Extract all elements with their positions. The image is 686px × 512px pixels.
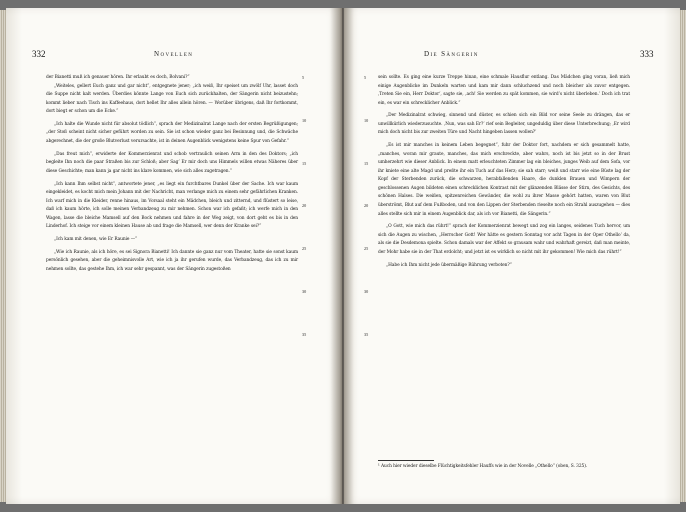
paragraph: sein sollte. Es ging eine kurze Treppe hinan, eine schmale Hausflur entlang. Das Mädchen ging voran, ließ mich einige Augenblicke im Dunkeln warten und kam mir dann schluchzend und noch bleicher als zuvor entgegen. ‚Treten Sie ein, Herr Doktor‘, sagte sie, ‚ach! Sie werden zu spät kommen, sie wird’s nicht überleben.‘ Doch ich trat ein, es war ein schrecklicher Anblick.“ [378,75,630,106]
left-body-text [46,74,298,274]
right-folio: 333 [640,49,654,59]
paragraph: „Wie ich Raunie, als ich höre, es sei Signora Bianetti! Ich dannte sie ganz nur vom Theater, hatte sie sonst kaum persönlich gesehen, aber die geheimnisvolle Art, wie ich ja ihr gerufen wurde, das Verbandzeug, das ich zu mir nehmen sollte, das gestehe Ihm, ich war sehr gespannt, was der Sängerin zugestoßen [46,249,298,272]
paragraph: der Bianetti muß ich genauer hören. Ihr erlaubt es doch, Bolvani?“ [46,75,190,80]
footnote-rule [378,460,434,461]
paragraph: „Das freut mich“, erwiderte der Kommerzienrat und schob vertraulich seinen Arm in den des Doktors; „ich begleite Ihn noch die paar Straßen bis zur Schloß; aber Sag’ Er mir doch uns Himmels willen etwas Näheres über diese Geschichte; man kann ja gar nicht ins klare kommen, wie sich alles zugetragen.“ [46,151,298,174]
page-edges-right [679,10,686,502]
right-line-numbers: 5 10 15 20 25 30 35 [364,75,369,337]
paragraph: „Ich kam mit denen, wie Er Raunie —“ [54,237,138,243]
left-running-head: Novellen [154,50,194,58]
paragraph: „Der Medizinalrat schwieg, sinnend und düster, es schien sich ein Bild vor seine Seele zu drängen, das er unwillkürlich wiederzusuchte. ‚Nun, was sah Er?‘ rief sein Begleiter, ungeduldig über diese Unterbrechung; ‚Er wird mich doch nicht bis zur zweiten Türe und Nacht hingeben lassen wollen?‘ [378,113,630,136]
right-body-text [378,74,630,270]
paragraph: „Weiteles, gellert Euch ganz und gar nicht“, entgegnete jener; „ich weiß, Ihr speiset um zwölf Uhr, lasset doch die Suppe nicht kalt werden. Überdies könnte Lange von Euch sich zurückhalten, der Sängerin nicht beizustehn; kommt lieber nach Tisch ins Kaffeehaus, dort hellet Ihr alles allein hören. — Worüber übrigens, daß Ihr fortkommt, dort biegt er schon um die Ecke.“ [46,83,298,115]
right-running-head: Die Sängerin [424,50,479,58]
left-folio: 332 [32,49,46,59]
paragraph: „Habe ich Ihm nicht jede übermäßige Rührung verboten?“ [386,262,512,268]
paragraph: „Ich kann Ihm selbst nicht“, antwortete jener, „es liegt ein furchtbares Dunkel über der Sache. Ich war kaum eingekleidet, es kocht mich mein Johann mit der Nachricht, man verlange mich zu einem sehr gefährlichen Kranken. Ich warf mich in die Kleider, renne hinaus, im Vorsaal steht ein Mädchen, bleich und zitternd, und flüstert so leise, daß ich kaum hörte, ich solle meinen Verbandzeug zu mir nehmen. Schon war ich gefaßt; ich werfe mich in den Wagen, lasse die bleiche Mamsell auf den Bock nehmen und fahre in der Weg zeigt, von dort geht es bis in den Linderhof. Ich steige vor einem kleinen Hause ab und frage die Mamsell, wer denn der Kranke sei?“ [46,181,298,230]
paragraph: „Ich halte die Wunde nicht für absolut tödlich“, sprach der Medizinalrat Lange nach der ersten Begrüßigungen; „der Stoß scheint nicht sicher geführt worden zu sein. Sie ist schon wieder ganz bei Besinnung und, die Schwäche abgerechnet, die der große Blutverlust verursachte, ist in deinen Augenblick wenigstens keine Spur von Gefahr.“ [46,121,298,145]
footnote-text: ¹ Auch hier wieder dieselbe Flüchtigkeitsfehler Hauffs wie in der Novelle „Othello“ (oben, S. 325). [378,464,588,469]
paragraph: „O Gott, wie mich das rührt!“ sprach der Kommerzienrat bewegt und zog ein langes, seidenes Tuch hervor, um sich die Augen zu wischen, „Herrscher Gott! Wer hätte es gestern Sonntag vor acht Tagen in der Oper Othello‘ da, als sie die Desdemona spielte. Schon damals war der Affekt so grausam wahr und wahrhaft gereizt, daß man meinte, der Mohr habe sie in der That erdolcht; und jetzt ist es wirklich so nicht mit ihr gekommen! Wie mich das rührt!“ [378,224,630,255]
left-page [6,8,342,504]
right-page [344,8,680,504]
right-footnote [378,460,630,471]
left-line-numbers: 5 10 15 20 25 30 35 [302,75,307,337]
paragraph: „Es ist mir manches in keinem Leben begegnet“, fuhr der Doktor fort, nachdem er sich gesammelt hatte, „manches, woran mir graute, manches, das mich erschreckte, aber wahrs, noch ist bis jetzt so in der Brust umherzehrt wie dieser Anblick. In einem matt erleuchteten Zimmer lag ein bleiches, junges Weib auf dem Sofa, vor ihr kniete eine alte Magd und preßte ihr ein Tuch auf das Herz; sie sah starr; weiß und starr wie eine Büste lag der Kopf der Sterbenden zurück, die schwarzen, herabfallenden Haare, die dunklen Brauen und Wimpern der geschlossenen Augen bildeten einen schrecklichen Kontrast mit der glänzenden Blässe der Stirn, des Gesichts, des schönen Halses. Die weißen, spitzenreichen Gewänder, die wohl zu ihrer Masse gehört hatten, waren von Blut überströmt, Blut auf dem Fußboden, und von den Lippen der Sterbenden rieselte noch ein Strahl auszugehen — dies alles stellte sich mir in einem Augenblick dar, als ich vor Bianetti, die Sängerin.“ [378,143,630,217]
